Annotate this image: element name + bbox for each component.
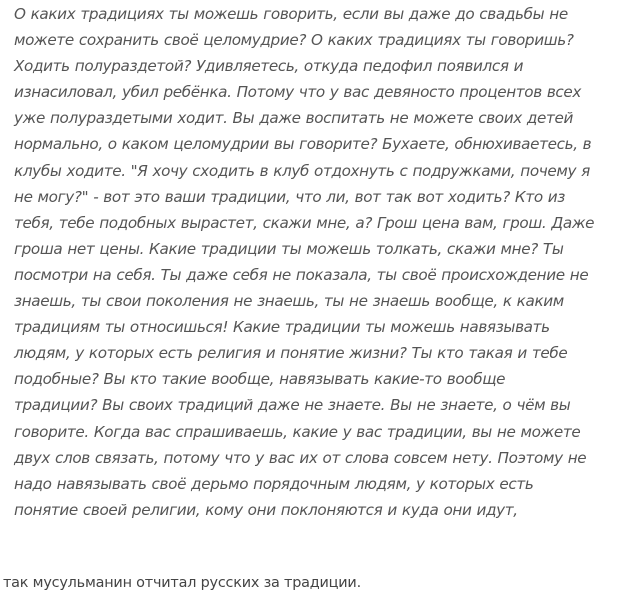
quote-line: традициям ты относишься! Какие традиции ты можешь навязывать xyxy=(14,318,550,337)
quote-line: не могу?" - вот это ваши традиции, что ли, вот так вот ходить? Кто из xyxy=(14,187,566,206)
quote-line: традиции? Вы своих традиций даже не знаете. Вы не знаете, о чём вы xyxy=(14,396,571,415)
quote-line: подобные? Вы кто такие вообще, навязывать какие-то вообще xyxy=(14,370,506,389)
quote-line: уже полураздетыми ходит. Вы даже воспитать не можете своих детей xyxy=(14,109,574,128)
quote-line: можете сохранить своё целомудрие? О каких традициях ты говоришь? xyxy=(14,31,574,50)
quote-block xyxy=(14,1,636,523)
quote-line: говорите. Когда вас спрашиваешь, какие у вас традиции, вы не можете xyxy=(14,422,581,441)
quote-line: двух слов связать, потому что у вас их от слова совсем нету. Поэтому не xyxy=(14,448,587,467)
caption-text: так мусульманин отчитал русских за традиции. xyxy=(3,575,361,591)
quote-line: нормально, о каком целомудрии вы говорите? Бухаете, обнюхиваетесь, в xyxy=(14,135,592,154)
quote-line: О каких традициях ты можешь говорить, если вы даже до свадьбы не xyxy=(14,5,568,23)
quote-line: Ходить полураздетой? Удивляетесь, откуда педофил появился и xyxy=(14,57,524,76)
quote-line: людям, у которых есть религия и понятие жизни? Ты кто такая и тебе xyxy=(14,344,568,363)
quote-line: посмотри на себя. Ты даже себя не показала, ты своё происхождение не xyxy=(14,265,589,284)
quote-line: понятие своей религии, кому они поклоняются и куда они идут, xyxy=(14,500,518,519)
quote-line: изнасиловал, убил ребёнка. Потому что у вас девяносто процентов всех xyxy=(14,83,582,102)
quote-line: тебя, тебе подобных вырастет, скажи мне, а? Грош цена вам, грош. Даже xyxy=(14,213,595,232)
quote-line: клубы ходите. "Я хочу сходить в клуб отдохнуть с подружками, почему я xyxy=(14,161,590,180)
quote-line: гроша нет цены. Какие традиции ты можешь толкать, скажи мне? Ты xyxy=(14,239,564,258)
quote-line: надо навязывать своё дерьмо порядочным людям, у которых есть xyxy=(14,474,534,493)
quote-line: знаешь, ты свои поколения не знаешь, ты не знаешь вообще, к каким xyxy=(14,292,564,311)
